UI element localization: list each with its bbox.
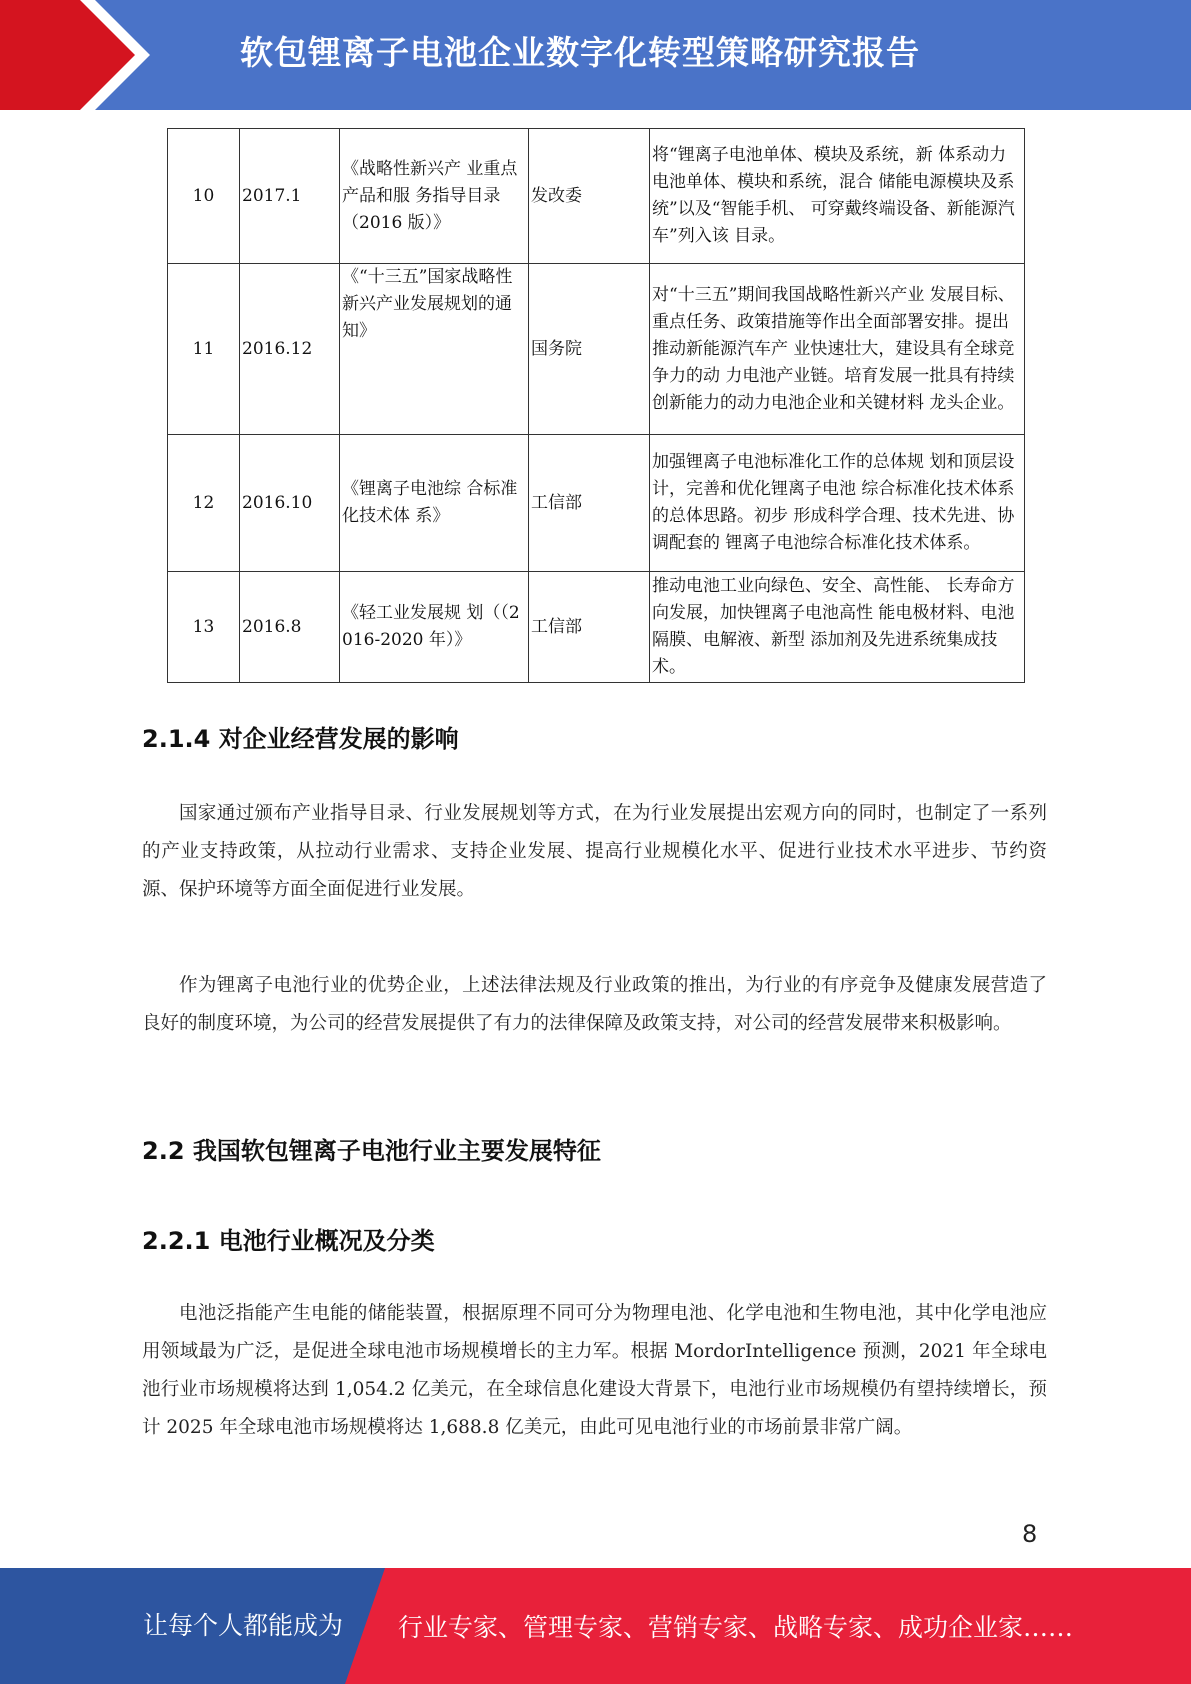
row-date: 2017.1	[240, 129, 340, 264]
table-row	[168, 129, 1025, 264]
footer-slogan-left: 让每个人都能成为	[143, 1611, 344, 1640]
row-description: 对“十三五”期间我国战略性新兴产业 发展目标、重点任务、政策措施等作出全面部署安排。提出推动新能源汽车产 业快速壮大，建设具有全球竞争力的动 力电池产业链。培育发展一批具有持续 创新能力的动力电池企业和关键材料 龙头企业。	[650, 264, 1025, 435]
page-footer	[0, 1568, 1191, 1684]
paragraph: 电池泛指能产生电能的储能装置，根据原理不同可分为物理电池、化学电池和生物电池，其中化学电池应用领域最为广泛，是促进全球电池市场规模增长的主力军。根据 MordorIntelligence 预测，2021 年全球电池行业市场规模将达到 1,054.2 亿美元，在全球信息化建设大背景下，电池行业市场规模仍有望持续增长，预计 2025 年全球电池市场规模将达 1,688.8 亿美元，由此可见电池行业的市场前景非常广阔。	[142, 1303, 1047, 1438]
row-policy-name: 《战略性新兴产 业重点产品和服 务指导目录（2016 版）》	[340, 129, 529, 264]
row-policy-name: 《轻工业发展规 划（（2016-2020 年）》	[340, 572, 529, 683]
row-date: 2016.10	[240, 435, 340, 572]
section-heading-2-1-4: 2.1.4 对企业经营发展的影响	[142, 725, 459, 753]
header-arrow-decoration	[0, 0, 160, 110]
row-department: 工信部	[529, 572, 650, 683]
section-heading-2-2: 2.2 我国软包锂离子电池行业主要发展特征	[142, 1137, 601, 1165]
row-department: 发改委	[529, 129, 650, 264]
page-number: 8	[1022, 1520, 1038, 1548]
policy-table	[167, 128, 1025, 683]
row-department: 国务院	[529, 264, 650, 435]
row-number: 13	[168, 572, 240, 683]
row-department: 工信部	[529, 435, 650, 572]
row-number: 10	[168, 129, 240, 264]
row-description: 将“锂离子电池单体、模块及系统，新 体系动力电池单体、模块和系统，混合 储能电源模块及系统”以及“智能手机、 可穿戴终端设备、新能源汽车”列入该 目录。	[650, 129, 1025, 264]
table-row	[168, 435, 1025, 572]
row-description: 加强锂离子电池标准化工作的总体规 划和顶层设计，完善和优化锂离子电池 综合标准化技术体系的总体思路。初步 形成科学合理、技术先进、协调配套的 锂离子电池综合标准化技术体系。	[650, 435, 1025, 572]
page-header	[0, 0, 1191, 110]
row-description: 推动电池工业向绿色、安全、高性能、 长寿命方向发展，加快锂离子电池高性 能电极材料、电池隔膜、电解液、新型 添加剂及先进系统集成技术。	[650, 572, 1025, 683]
table-row	[168, 264, 1025, 435]
paragraph: 作为锂离子电池行业的优势企业，上述法律法规及行业政策的推出，为行业的有序竞争及健康发展营造了良好的制度环境，为公司的经营发展提供了有力的法律保障及政策支持，对公司的经营发展带来积极影响。	[142, 975, 1047, 1034]
table-row	[168, 572, 1025, 683]
row-date: 2016.8	[240, 572, 340, 683]
section-heading-2-2-1: 2.2.1 电池行业概况及分类	[142, 1227, 435, 1255]
row-date: 2016.12	[240, 264, 340, 435]
row-number: 12	[168, 435, 240, 572]
footer-slogan-right: 行业专家、管理专家、营销专家、战略专家、成功企业家……	[398, 1613, 1074, 1642]
paragraph: 国家通过颁布产业指导目录、行业发展规划等方式，在为行业发展提出宏观方向的同时，也制定了一系列的产业支持政策，从拉动行业需求、支持企业发展、提高行业规模化水平、促进行业技术水平进步、节约资源、保护环境等方面全面促进行业发展。	[142, 803, 1047, 900]
row-number: 11	[168, 264, 240, 435]
row-policy-name: 《“十三五”国家战略性新兴产业发展规划的通知》	[340, 264, 529, 435]
row-policy-name: 《锂离子电池综 合标准化技术体 系》	[340, 435, 529, 572]
report-title: 软包锂离子电池企业数字化转型策略研究报告	[240, 33, 920, 72]
